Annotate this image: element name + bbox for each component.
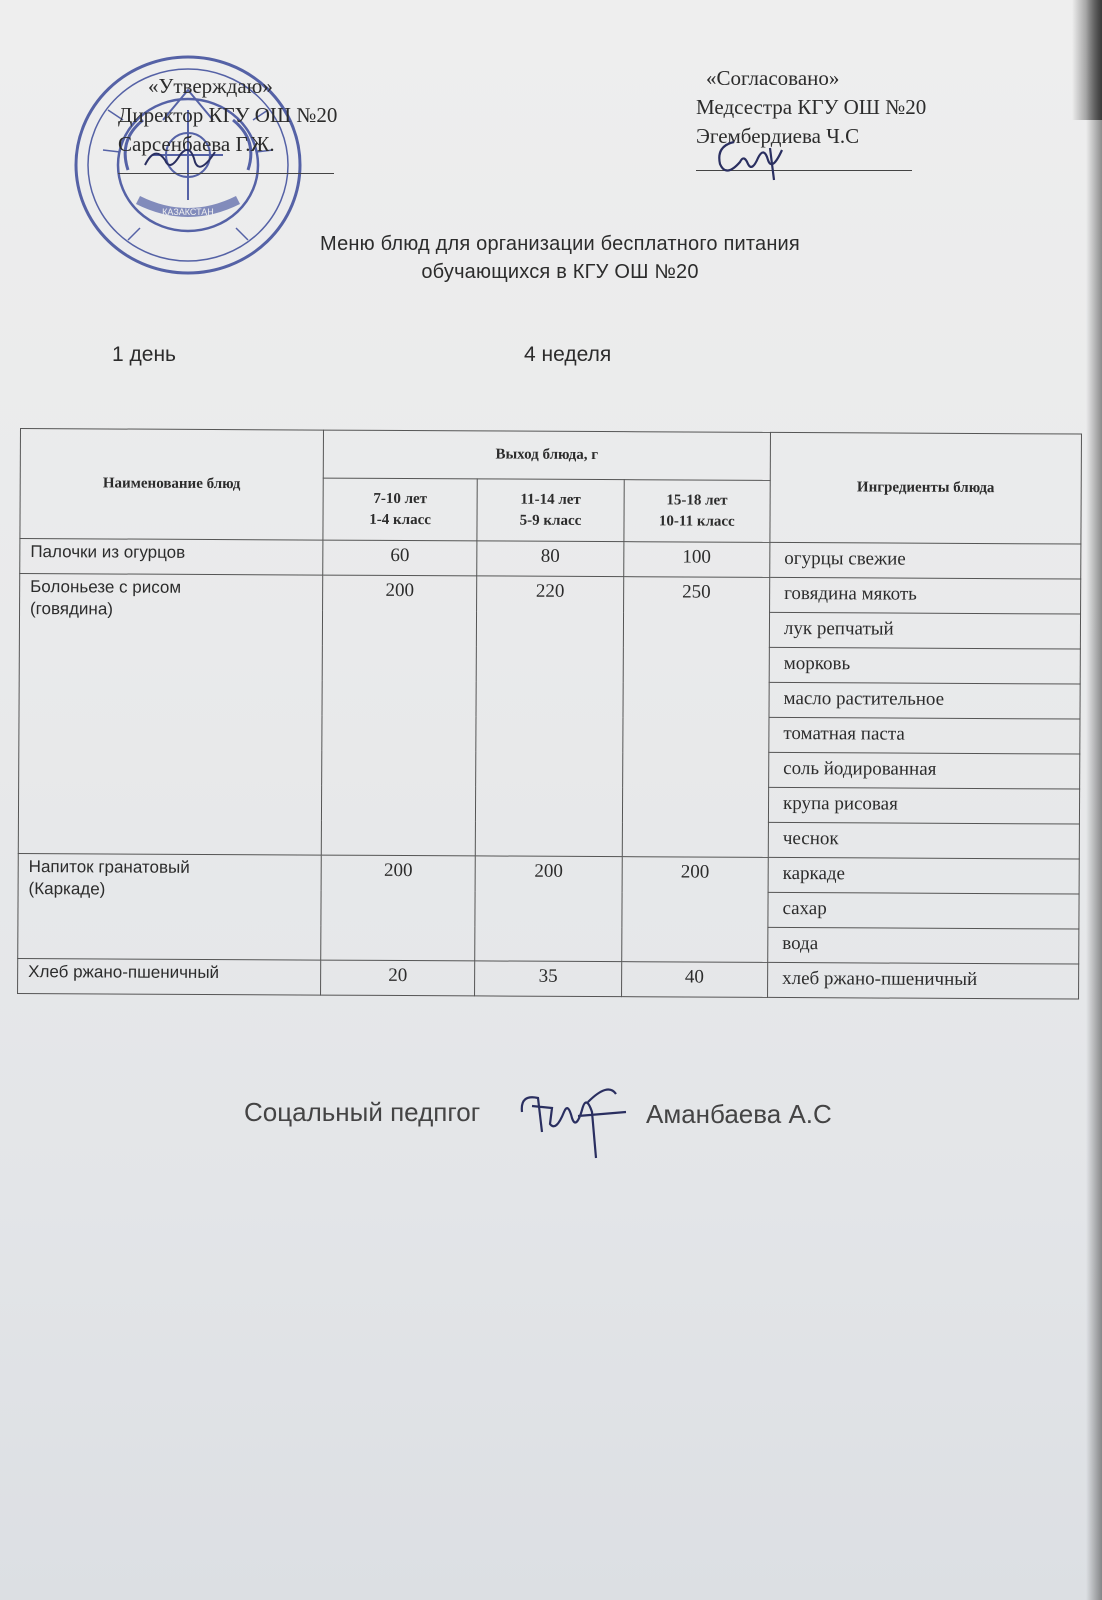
table-row	[20, 539, 1081, 580]
approver-signature	[140, 140, 220, 180]
ingredient: вода	[768, 927, 1079, 964]
ingredient: хлеб ржано-пшеничный	[768, 962, 1079, 999]
approver-name: Сарсенбаева Г.Ж.	[118, 132, 275, 156]
portion-value: 250	[622, 577, 770, 858]
ingredient: соль йодированная	[769, 752, 1080, 789]
dish-name	[18, 574, 322, 856]
week-label: 4 неделя	[524, 343, 612, 366]
page-edge-shadow-top	[1072, 0, 1102, 120]
menu-table	[17, 428, 1082, 1000]
age-group-range: 11-14 лет	[520, 491, 581, 508]
nurse-signature	[712, 128, 792, 184]
ingredient: томатная паста	[769, 717, 1080, 754]
approver-position: Директор КГУ ОШ №20	[118, 103, 338, 127]
ingredient: сахар	[768, 892, 1079, 929]
dish-name: Хлеб ржано-пшеничный	[18, 958, 321, 995]
portion-value: 35	[475, 961, 622, 997]
footer-name: Аманбаева А.С	[646, 1099, 832, 1129]
dish-name-line: (говядина)	[30, 599, 114, 619]
dish-name-line: Болоньезе с рисом	[30, 577, 182, 597]
ingredient: говядина мякоть	[770, 577, 1081, 614]
age-group-grade: 10-11 класс	[658, 512, 735, 530]
table-row	[18, 853, 1079, 894]
portion-value: 200	[321, 855, 476, 961]
table-row	[20, 574, 1081, 615]
header-age-group	[624, 480, 771, 543]
portion-value: 60	[323, 540, 478, 576]
age-group-range: 7-10 лет	[373, 490, 428, 507]
ingredient: морковь	[769, 647, 1080, 684]
portion-value: 200	[621, 857, 768, 963]
header-age-group	[323, 478, 478, 541]
nurse-position: Медсестра КГУ ОШ №20	[696, 95, 927, 119]
age-group-grade: 1-4 класс	[369, 511, 431, 528]
portion-value: 220	[476, 576, 624, 857]
ingredient: огурцы свежие	[770, 542, 1081, 579]
header-dish-name: Наименование блюд	[20, 429, 323, 541]
table-row	[18, 958, 1079, 999]
dish-name-line: (Каркаде)	[28, 879, 106, 899]
page-edge-shadow	[1086, 0, 1102, 1600]
social-pedagogue-signature	[518, 1072, 628, 1162]
approval-label: «Утверждаю»	[148, 74, 273, 98]
ingredient: каркаде	[768, 857, 1079, 894]
age-group-grade: 5-9 класс	[519, 512, 582, 529]
age-group-range: 15-18 лет	[666, 491, 728, 509]
header-age-group	[477, 479, 624, 542]
portion-value: 20	[320, 960, 475, 996]
header-ingredients: Ингредиенты блюда	[770, 432, 1082, 544]
title-line-2: обучающихся в КГУ ОШ №20	[421, 261, 699, 283]
portion-value: 200	[321, 575, 477, 856]
ingredient: крупа рисовая	[768, 787, 1079, 824]
dish-name-line: Напиток гранатовый	[28, 857, 190, 877]
ingredient: чеснок	[768, 822, 1079, 859]
title-line-1: Меню блюд для организации бесплатного питания	[320, 233, 800, 255]
nurse-name: Эгембердиева Ч.С	[696, 124, 860, 148]
ingredient: лук репчатый	[769, 612, 1080, 649]
day-label: 1 день	[112, 343, 176, 366]
portion-value: 200	[475, 856, 622, 962]
document-title	[160, 230, 960, 286]
portion-value: 100	[623, 542, 770, 578]
agreement-label: «Согласовано»	[706, 66, 840, 90]
footer-role: Соцальный педпгог	[244, 1097, 481, 1127]
header-output: Выход блюда, г	[323, 430, 770, 480]
ingredient: масло растительное	[769, 682, 1080, 719]
svg-text:КАЗАКСТАН: КАЗАКСТАН	[162, 207, 214, 217]
dish-name	[18, 853, 321, 960]
dish-name: Палочки из огурцов	[20, 539, 323, 576]
portion-value: 80	[477, 541, 624, 577]
portion-value: 40	[621, 962, 768, 998]
